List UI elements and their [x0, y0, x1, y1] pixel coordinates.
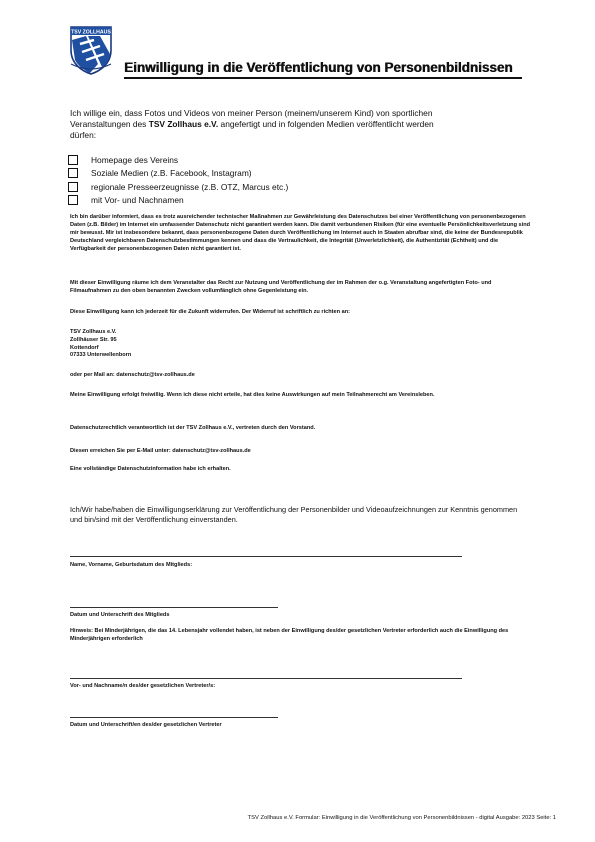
homepage-checkbox[interactable]: [68, 155, 78, 165]
guardian-signature-label: Datum und Unterschrift/en des/der gesetzlichen Vertreter: [70, 722, 222, 728]
club-logo: [68, 24, 114, 76]
reach-line: Diesen erreichen Sie per E-Mail unter: datenschutz@tsv-zollhaus.de: [70, 448, 251, 454]
declaration-text: Ich/Wir habe/haben die Einwilligungserklärung zur Veröffentlichung der Personenbilder und Videoaufzeichnungen zur Kenntnis genommen und bin/sind mit der Veröffentlichung einverstanden.: [70, 505, 518, 524]
option-homepage[interactable]: [68, 153, 468, 167]
intro-line-3: dürfen:: [70, 130, 97, 141]
option-label: Soziale Medien (z.B. Facebook, Instagram): [91, 168, 252, 179]
member-signature-line[interactable]: [70, 607, 278, 608]
option-press[interactable]: [68, 180, 468, 194]
intro-text: [70, 108, 540, 142]
option-full-name[interactable]: [68, 194, 468, 208]
page-footer: TSV Zollhaus e.V. Formular: Einwilligung in die Veröffentlichung von Personenbildnissen - digital Ausgabe: 2023 Seite: 1: [247, 815, 556, 821]
address-line: Zollhäuser Str. 95: [70, 336, 117, 343]
social-media-checkbox[interactable]: [68, 168, 78, 178]
address-line: TSV Zollhaus e.V.: [70, 329, 117, 335]
document-title: Einwilligung in die Veröffentlichung von Personenbildnissen: [124, 60, 513, 75]
option-label: Homepage des Vereins: [91, 154, 179, 165]
address-line: Kottendorf: [70, 344, 99, 351]
intro-line-2-pre: Veranstaltungen des: [70, 119, 149, 130]
email-line: oder per Mail an: datenschutz@tsv-zollhaus.de: [70, 372, 195, 378]
member-name-line[interactable]: [70, 556, 462, 557]
guardian-name-label: Vor- und Nachname/n des/der gesetzlichen Vertreter/s:: [70, 683, 216, 689]
risk-paragraph: Ich bin darüber informiert, dass es trotz ausreichender technischer Maßnahmen zur Gewährleistung des Datenschutzes bei einer Veröffentlichung von personenbezogenen Daten (z.B. Bilder) im Internet ein umfassender Datenschutz nicht garantiert werden kann. Die damit verbundenen Risiken (für eine eventuelle Persönlichkeitsverletzung sind mir bewusst. Mir ist insbesondere bekannt, dass personenbezogene Daten durch Veröffentlichung im Internet auch in Staaten abrufbar sind, die keine der Bundesrepublik Deutschland vergleichbaren Datenschutzbestimmungen kennen und dass die Vertraulichkeit, die Integrität (Unverletzlichkeit), die Authentizität (Echtheit) und die Verfügbarkeit der personenbezogenen Daten nicht garantiert ist.: [70, 214, 531, 252]
intro-line-1: Ich willige ein, dass Fotos und Videos von meiner Person (meinem/unserem Kind) von sportlichen: [70, 108, 433, 118]
voluntary-paragraph: Meine Einwilligung erfolgt freiwillig. Wenn ich diese nicht erteile, hat dies keine Auswirkungen auf mein Teilnahmerecht am Vereinsleben.: [70, 392, 435, 398]
media-options: [68, 153, 468, 207]
title-underline: [124, 77, 522, 79]
club-name: TSV Zollhaus e.V.: [148, 119, 219, 130]
press-checkbox[interactable]: [68, 182, 78, 192]
revocation-paragraph: Diese Einwilligung kann ich jederzeit für die Zukunft widerrufen. Der Widerruf ist schriftlich zu richten an:: [70, 309, 350, 315]
responsible-line: Datenschutzrechtlich verantwortlich ist der TSV Zollhaus e.V., vertreten durch den Vorstand.: [70, 425, 316, 431]
info-line: Eine vollständige Datenschutzinformation habe ich erhalten.: [70, 466, 231, 472]
club-shield-icon: [68, 24, 114, 76]
option-label: regionale Presseerzeugnisse (z.B. OTZ, Marcus etc.): [91, 181, 289, 192]
minor-note: Hinweis: Bei Minderjährigen, die das 14. Lebensjahr vollendet haben, ist neben der Einwilligung des/der gesetzlichen Vertreter erforderlich auch die Einwilligung des Minderjährigen erforderlich: [70, 628, 509, 642]
guardian-signature-line[interactable]: [70, 717, 278, 718]
option-social-media[interactable]: [68, 167, 468, 181]
member-name-label: Name, Vorname, Geburtsdatum des Mitglieds:: [70, 562, 193, 568]
address-line: 07333 Unterwellenborn: [70, 352, 132, 359]
option-label: mit Vor- und Nachnamen: [91, 195, 184, 206]
member-signature-label: Datum und Unterschrift des Mitglieds: [70, 612, 170, 618]
club-address: [70, 329, 131, 360]
intro-line-2: [70, 119, 540, 130]
full-name-checkbox[interactable]: [68, 195, 78, 205]
svg-text:TSV ZOLLHAUS: TSV ZOLLHAUS: [71, 29, 111, 36]
guardian-name-line[interactable]: [70, 678, 462, 679]
rights-paragraph: Mit dieser Einwilligung räume ich dem Veranstalter das Recht zur Nutzung und Veröffentlichung der im Rahmen der o.g. Veranstaltung angefertigten Foto- und Filmaufnahmen zu den oben benannten Zwecken vollumfänglich ohne Gegenleistung ein.: [70, 280, 492, 294]
intro-line-2-post: angefertigt und in folgenden Medien veröffentlicht werden: [218, 119, 434, 130]
